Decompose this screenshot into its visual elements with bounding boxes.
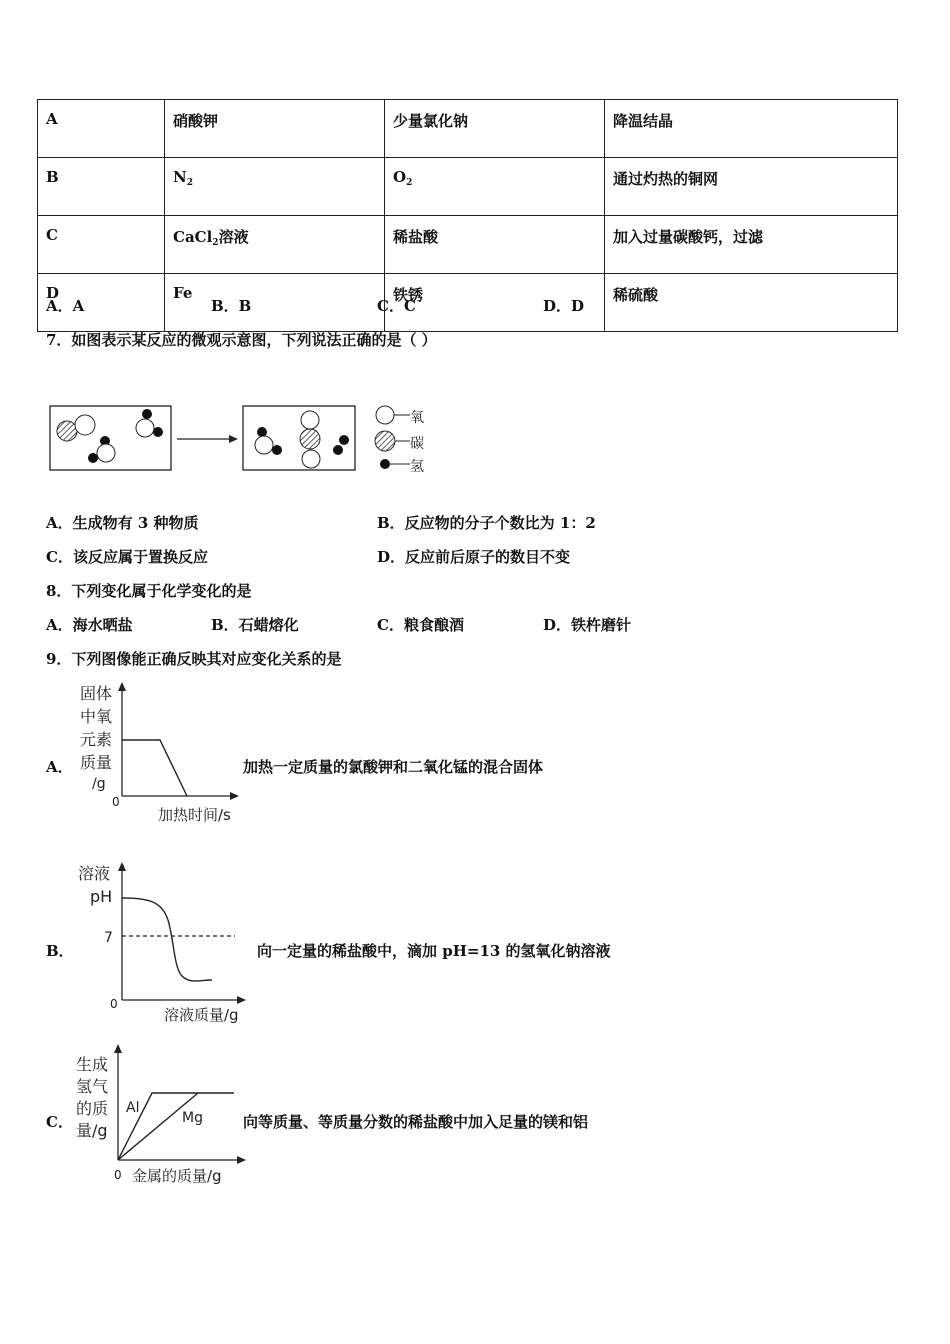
table-cell: C — [38, 216, 165, 274]
co-molecule — [57, 415, 95, 441]
y-axis-label: 中氧 — [80, 707, 113, 726]
table-cell: 铁锈 — [385, 274, 605, 332]
q9-option-c-label[interactable]: C． — [46, 1113, 73, 1131]
legend-label: 氧 — [410, 410, 424, 426]
y-axis-label: 固体 — [80, 684, 113, 703]
table-row — [38, 216, 898, 274]
q9-stem: 9．下列图像能正确反映其对应变化关系的是 — [46, 650, 342, 668]
formula-tail: 溶液 — [218, 228, 249, 246]
q9-option-a-label[interactable]: A． — [46, 758, 73, 776]
x-axis-arrow — [237, 1156, 246, 1164]
table-cell — [165, 158, 385, 216]
graph-c — [70, 1040, 250, 1190]
y-axis-arrow — [118, 682, 126, 691]
q8-option-d[interactable]: D．铁杵磨针 — [543, 616, 632, 634]
options-table — [37, 99, 898, 332]
y-axis-label: 元素 — [80, 730, 113, 749]
h2o-molecule — [88, 436, 115, 463]
q7-stem: 7．如图表示某反应的微观示意图，下列说法正确的是（ ） — [46, 331, 437, 349]
h2o-molecule — [255, 427, 282, 455]
q8-option-b[interactable]: B．石蜡熔化 — [211, 616, 299, 634]
q6-option-a[interactable]: A．A — [46, 297, 85, 315]
y-axis-label: 的质 — [76, 1099, 109, 1118]
y-axis-label: 生成 — [76, 1055, 109, 1074]
table-cell: 少量氯化钠 — [385, 100, 605, 158]
y-axis-label: 质量 — [80, 753, 113, 772]
q7-option-d[interactable]: D．反应前后原子的数目不变 — [377, 548, 571, 566]
h2o-molecule — [136, 409, 163, 437]
x-axis-arrow — [230, 792, 239, 800]
q6-option-d[interactable]: D．D — [543, 297, 585, 315]
legend-carbon — [375, 431, 424, 452]
y-axis-label: 氢气 — [76, 1077, 109, 1096]
table-cell: Fe — [165, 274, 385, 332]
series-label-al: Al — [126, 1100, 140, 1116]
table-cell: 降温结晶 — [605, 100, 898, 158]
x-axis-label: 金属的质量/g — [132, 1167, 222, 1185]
q6-option-b[interactable]: B．B — [211, 297, 252, 315]
h2-molecule — [333, 435, 349, 455]
table-row — [38, 274, 898, 332]
table-cell: 加入过量碳酸钙，过滤 — [605, 216, 898, 274]
q9-option-a-text: 加热一定质量的氯酸钾和二氧化锰的混合固体 — [243, 758, 544, 776]
q7-option-a[interactable]: A．生成物有 3 种物质 — [46, 514, 199, 532]
origin-label: 0 — [110, 997, 118, 1011]
q7-option-b[interactable]: B．反应物的分子个数比为 1：2 — [377, 514, 596, 532]
legend-label: 碳 — [410, 436, 424, 452]
q8-option-c[interactable]: C．粮食酿酒 — [377, 616, 464, 634]
carbon-icon — [375, 431, 395, 451]
x-axis-arrow — [237, 996, 246, 1004]
reaction-diagram — [40, 395, 440, 480]
curve — [122, 898, 212, 981]
table-row — [38, 158, 898, 216]
subscript: 2 — [406, 178, 413, 188]
origin-label: 0 — [114, 1168, 122, 1182]
x-axis-label: 溶液质量/g — [164, 1006, 239, 1024]
q9-option-c-text: 向等质量、等质量分数的稀盐酸中加入足量的镁和铝 — [243, 1113, 589, 1131]
graph-b — [70, 858, 255, 1028]
y-axis-label: pH — [90, 887, 113, 906]
legend-hydrogen — [380, 459, 424, 475]
curve — [122, 740, 187, 796]
q9-option-b-text: 向一定量的稀盐酸中，滴加 pH=13 的氢氧化钠溶液 — [257, 942, 611, 960]
subscript: 2 — [212, 238, 219, 248]
formula-text: CaCl — [173, 228, 213, 246]
subscript: 2 — [186, 178, 193, 188]
q8-option-a[interactable]: A．海水晒盐 — [46, 616, 133, 634]
table-cell: A — [38, 100, 165, 158]
q9-option-b-label[interactable]: B． — [46, 942, 74, 960]
graph-a — [70, 678, 250, 828]
series-label-mg: Mg — [182, 1110, 203, 1126]
formula-text: O — [393, 168, 407, 186]
table-cell: B — [38, 158, 165, 216]
table-cell: 稀盐酸 — [385, 216, 605, 274]
table-row — [38, 100, 898, 158]
q8-stem: 8．下列变化属于化学变化的是 — [46, 582, 252, 600]
y-axis-arrow — [114, 1044, 122, 1053]
y-axis-unit: /g — [92, 776, 106, 792]
y-axis-arrow — [118, 862, 126, 871]
formula-text: N — [173, 168, 187, 186]
y-axis-label: 溶液 — [78, 864, 111, 883]
q7-option-c[interactable]: C．该反应属于置换反应 — [46, 548, 208, 566]
hydrogen-icon — [380, 459, 390, 469]
table-cell — [385, 158, 605, 216]
table-cell: D — [38, 274, 165, 332]
legend-label: 氢 — [410, 459, 424, 475]
table-cell: 稀硫酸 — [605, 274, 898, 332]
origin-label: 0 — [112, 795, 120, 809]
table-cell — [165, 216, 385, 274]
oxygen-icon — [376, 406, 394, 424]
table-cell: 通过灼热的铜网 — [605, 158, 898, 216]
y-axis-label: 量/g — [76, 1121, 108, 1140]
legend-oxygen — [376, 406, 424, 426]
co2-molecule — [300, 411, 320, 468]
tick-label-7: 7 — [104, 930, 113, 946]
x-axis-label: 加热时间/s — [158, 806, 231, 824]
q6-option-c[interactable]: C．C — [377, 297, 416, 315]
table-cell: 硝酸钾 — [165, 100, 385, 158]
